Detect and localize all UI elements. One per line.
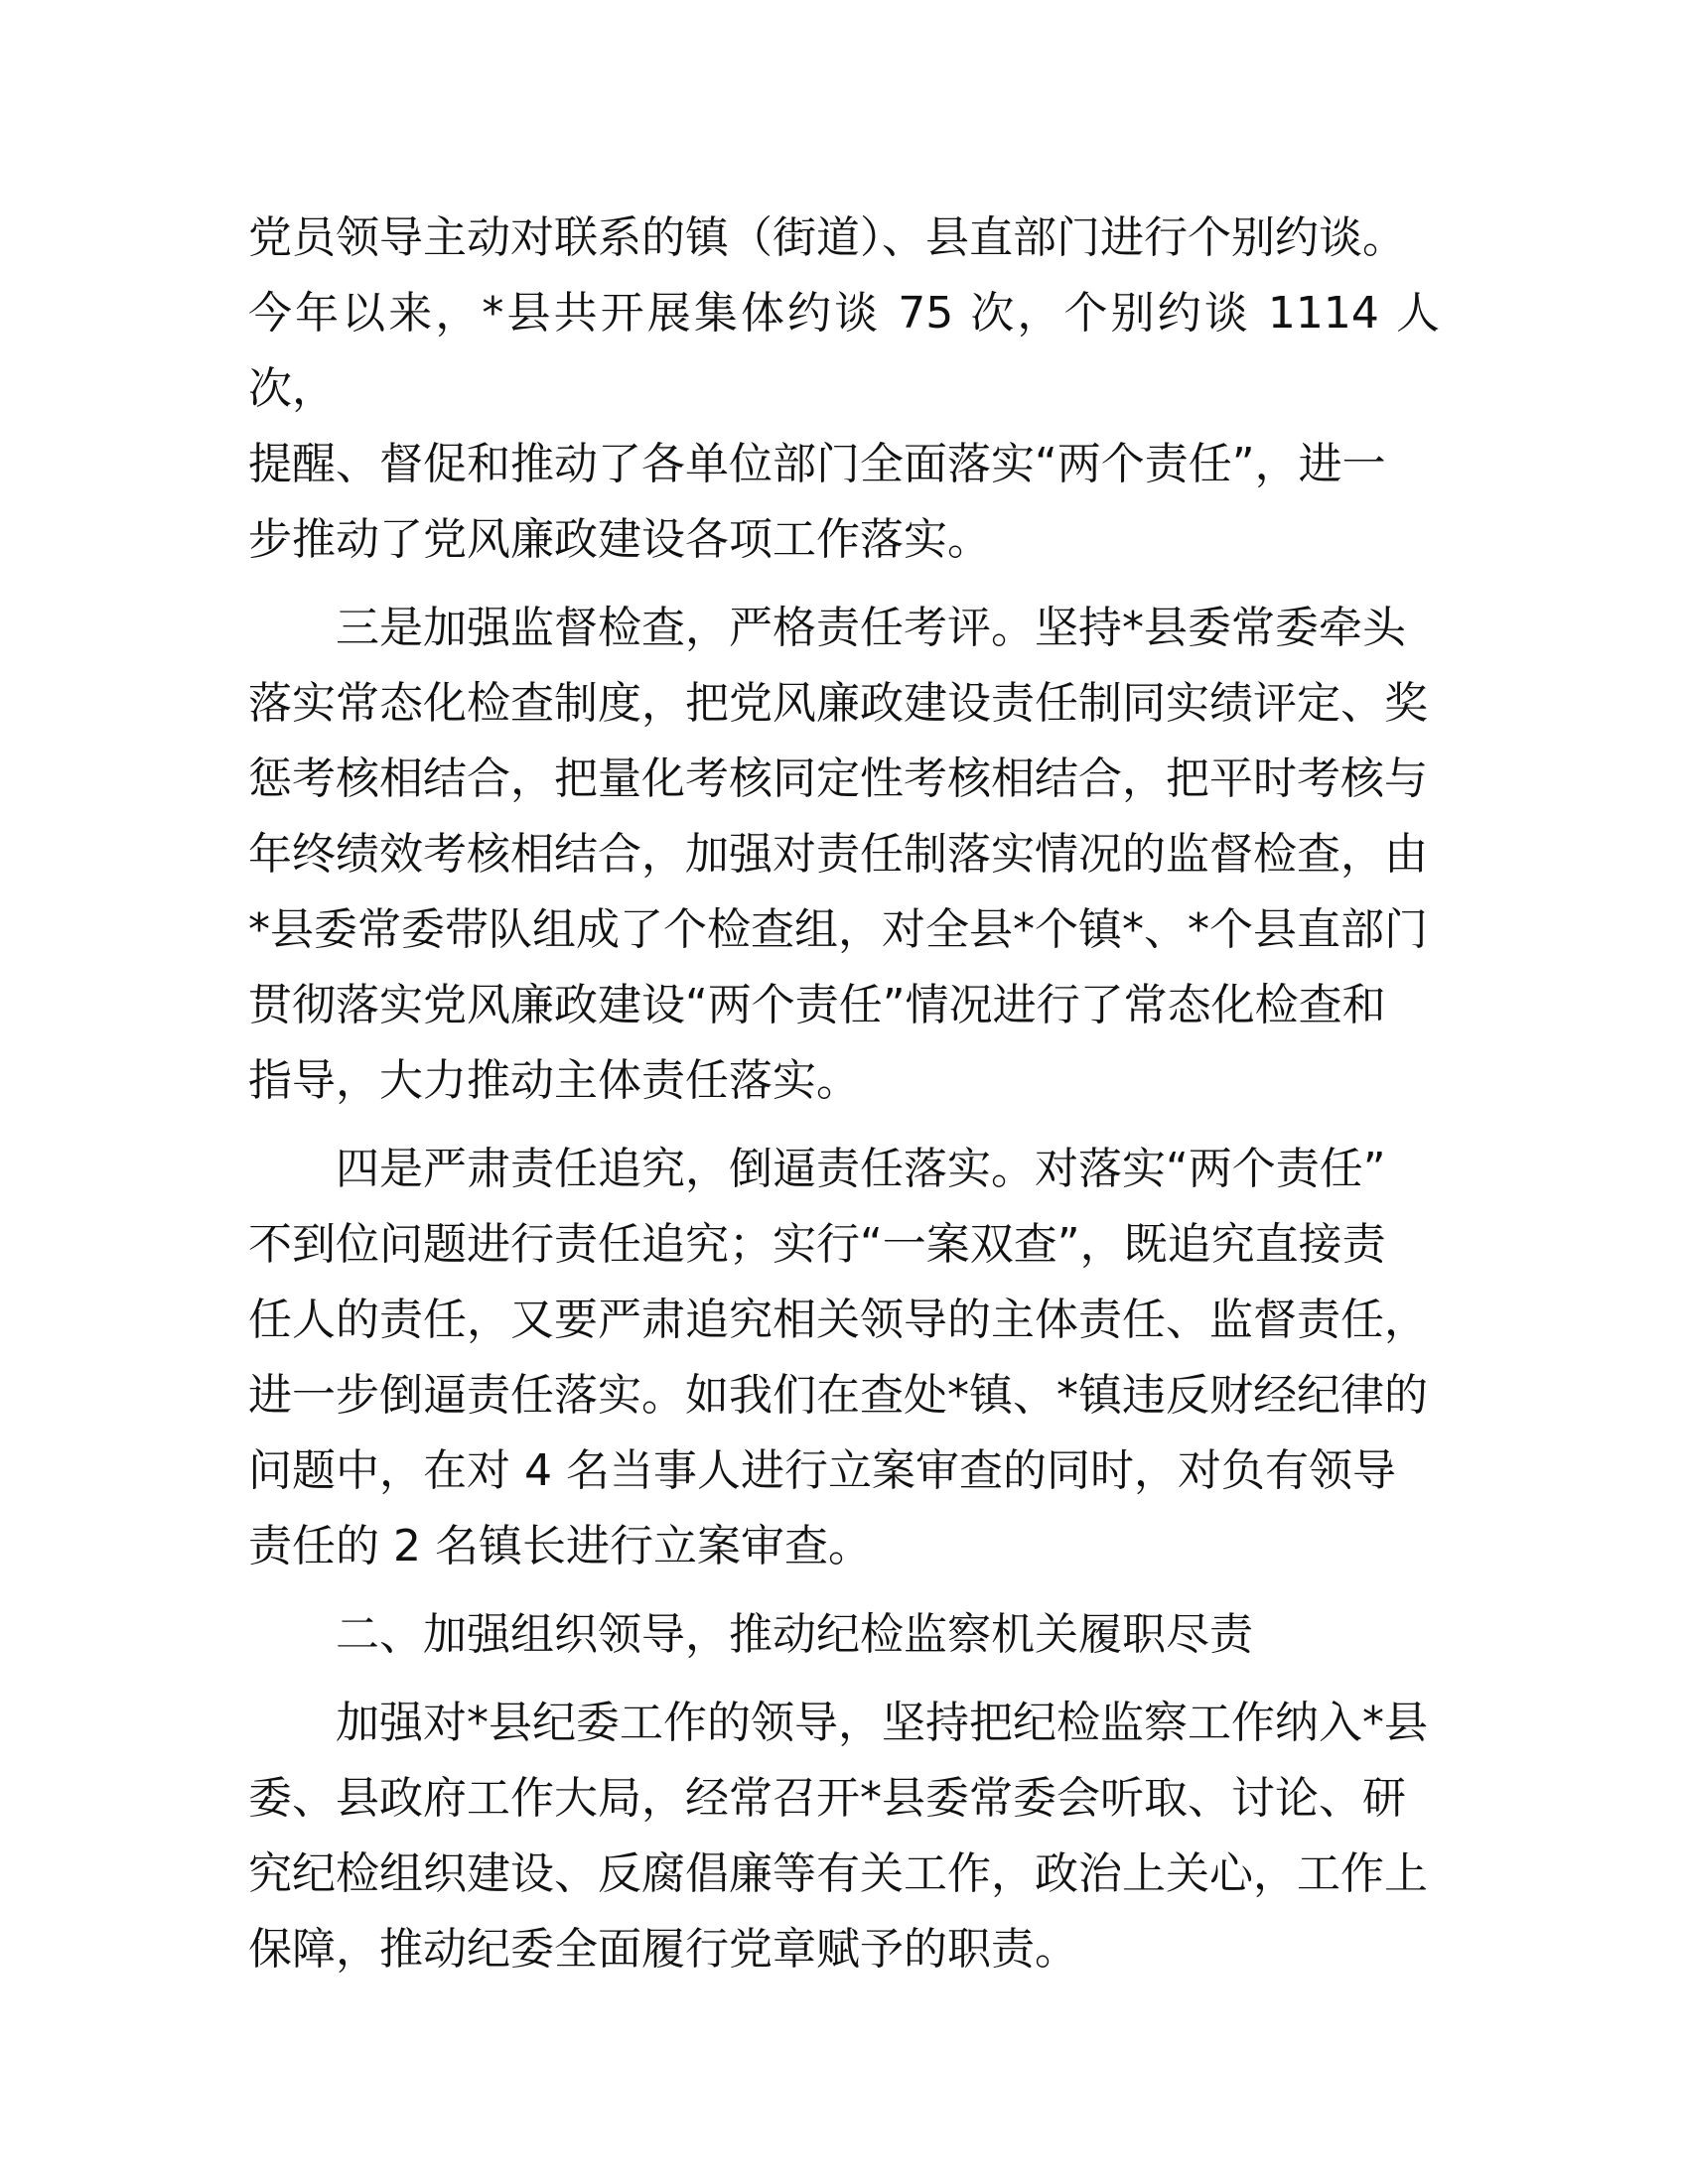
text-line: 保障，推动纪委全面履行党章赋予的职责。 xyxy=(248,1924,1078,1975)
text-line: 委、县政府工作大局，经常召开*县委常委会听取、讨论、研 xyxy=(248,1773,1406,1824)
text-line: 三是加强监督检查，严格责任考评。坚持*县委常委牵头 xyxy=(336,603,1406,653)
text-line: 今年以来，*县共开展集体约谈 75 次，个别约谈 1114 人次， xyxy=(248,288,1440,414)
text-line: 问题中，在对 4 名当事人进行立案审查的同时，对负有领导 xyxy=(248,1445,1396,1496)
text-line: 加强对*县纪委工作的领导，坚持把纪检监察工作纳入*县 xyxy=(336,1698,1428,1748)
section-heading-organization-leadership xyxy=(248,1597,1440,1673)
text-line: 提醒、督促和推动了各单位部门全面落实“两个责任”，进一 xyxy=(248,439,1386,489)
paragraph-accountability xyxy=(248,1132,1440,1584)
text-line: 步推动了党风廉政建设各项工作落实。 xyxy=(248,514,991,565)
text-line: *县委常委带队组成了个检查组，对全县*个镇*、*个县直部门 xyxy=(248,904,1428,955)
paragraph-supervision-inspection xyxy=(248,591,1440,1119)
text-line: 落实常态化检查制度，把党风廉政建设责任制同实绩评定、奖 xyxy=(248,678,1428,729)
text-line: 不到位问题进行责任追究；实行“一案双查”，既追究直接责 xyxy=(248,1219,1386,1270)
document-body xyxy=(248,201,1440,2000)
text-line: 指导，大力推动主体责任落实。 xyxy=(248,1055,860,1106)
text-line: 年终绩效考核相结合，加强对责任制落实情况的监督检查，由 xyxy=(248,829,1428,880)
text-line: 究纪检组织建设、反腐倡廉等有关工作，政治上关心，工作上 xyxy=(248,1848,1428,1899)
paragraph-discipline-committee xyxy=(248,1686,1440,1987)
text-line: 四是严肃责任追究，倒逼责任落实。对落实“两个责任” xyxy=(336,1144,1386,1194)
text-line: 贯彻落实党风廉政建设“两个责任”情况进行了常态化检查和 xyxy=(248,980,1386,1030)
text-line: 二、加强组织领导，推动纪检监察机关履职尽责 xyxy=(336,1609,1253,1660)
text-line: 党员领导主动对联系的镇（街道）、县直部门进行个别约谈。 xyxy=(248,212,1406,263)
paragraph-continued-interviews xyxy=(248,201,1440,578)
text-line: 任人的责任，又要严肃追究相关领导的主体责任、监督责任， xyxy=(248,1295,1428,1345)
text-line: 进一步倒逼责任落实。如我们在查处*镇、*镇违反财经纪律的 xyxy=(248,1370,1428,1421)
text-line: 惩考核相结合，把量化考核同定性考核相结合，把平时考核与 xyxy=(248,753,1428,804)
text-line: 责任的 2 名镇长进行立案审查。 xyxy=(248,1521,872,1571)
